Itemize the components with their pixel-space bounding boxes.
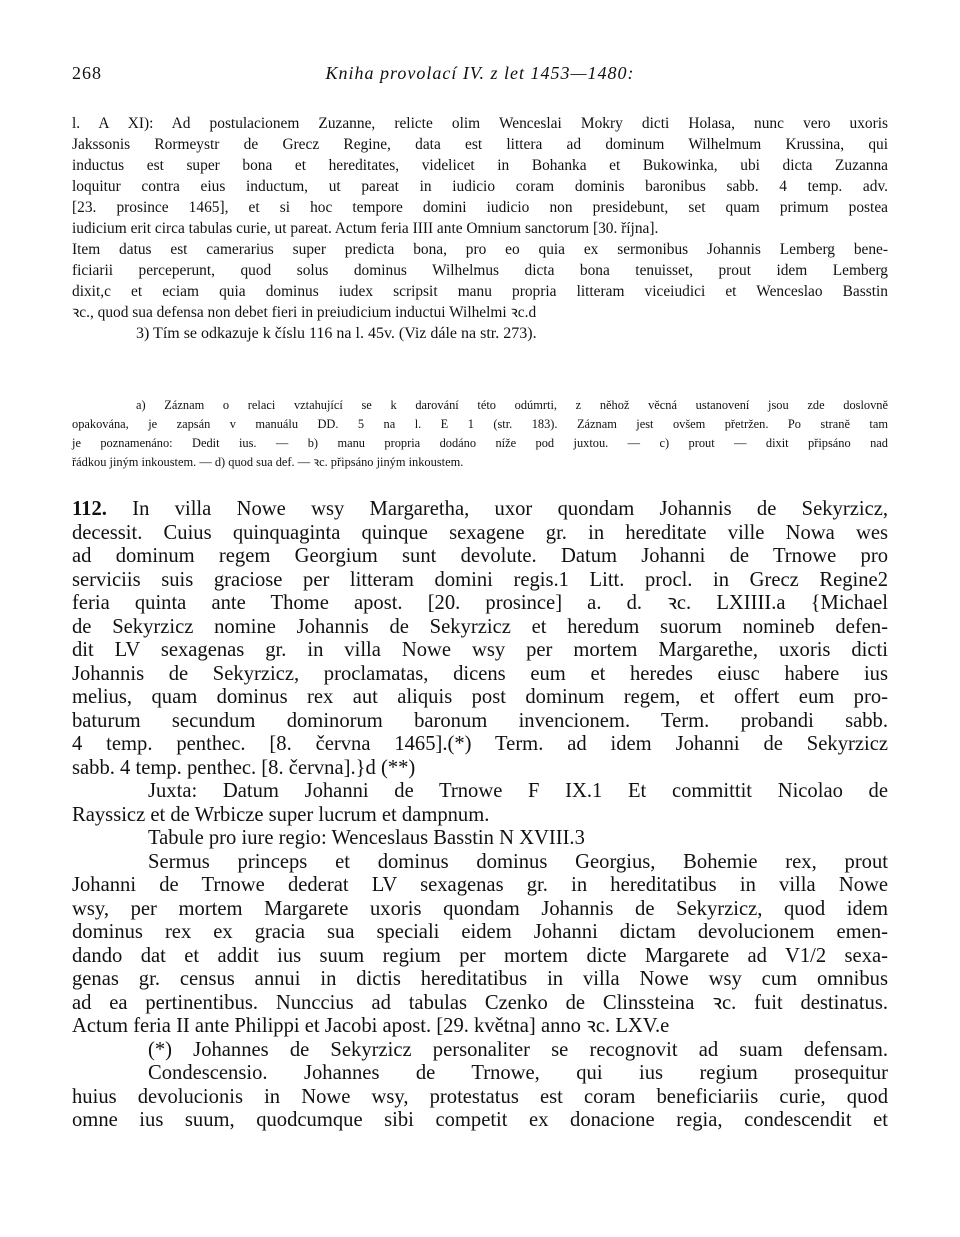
entry-line: decessit. Cuius quinquaginta quinque sexagene gr. in hereditate ville Nowa wes xyxy=(72,521,888,544)
text-line: iudicium erit circa tabulas curie, ut pareat. Actum feria IIII ante Omnium sanctorum [30. října]. xyxy=(72,220,659,237)
tabule-line: Tabule pro iure regio: Wenceslaus Basstin N XVIII.3 xyxy=(148,827,585,849)
text-line: ficiarii perceperunt, quod solus dominus Wilhelmus dicta bona tenuisset, prout idem Lemberg xyxy=(72,262,888,279)
entry-line: feria quinta ante Thome apost. [20. prosince] a. d. ꝛc. LXIIII.a {Michael xyxy=(72,592,888,614)
top-paragraph xyxy=(72,113,888,323)
text-line: [23. prosince 1465], et si hoc tempore domini iudicio non presidebunt, set quam primum postea xyxy=(72,199,888,216)
juxta-line: Juxta: Datum Johanni de Trnowe F IX.1 Et committit Nicolao de xyxy=(148,780,888,802)
entry-line: ad ea pertinentibus. Nunccius ad tabulas Czenko de Clinssteina ꝛc. fuit destinatus. xyxy=(72,991,888,1014)
running-title: Kniha provolací IV. z let 1453—1480: xyxy=(325,63,635,83)
entry-112 xyxy=(72,498,888,1133)
note-line: a) Záznam o relaci vztahující se k darování této odúmrti, z něhož věcná ustanovení jsou zde doslovně xyxy=(136,398,888,412)
entry-line: wsy, per mortem Margarete uxoris quondam Johannis de Sekyrzicz, quod idem xyxy=(72,897,888,920)
text-line: dixit,c et eciam quia dominus iudex scripsit manu propria litteram viceiudici et Wenceslao Basstin xyxy=(72,283,888,300)
text-line: Item datus est camerarius super predicta bona, pro eo quia ex sermonibus Johannis Lemberg bene- xyxy=(72,241,888,258)
entry-first-line xyxy=(72,498,888,522)
entry-line: dando dat et addit ius suum regium per mortem dicte Margarete ad V1/2 sexa- xyxy=(72,944,888,967)
entry-number: 112. xyxy=(72,498,107,520)
note-line: řádkou jiným inkoustem. — d) quod sua def. — ꝛc. připsáno jiným inkoustem. xyxy=(72,455,464,469)
note-line: je poznamenáno: Dedit ius. — b) manu propria dodáno níže pod juxtou. — c) prout — dixit připsáno nad xyxy=(72,436,888,450)
text-line: loquitur contra eius inductum, ut pareat in iudicio coram dominis baronibus sabb. 4 temp. adv. xyxy=(72,178,888,195)
entry-line: 4 temp. penthec. [8. června 1465].(*) Term. ad idem Johanni de Sekyrzicz xyxy=(72,733,888,755)
entry-line: Sermus princeps et dominus dominus Georgius, Bohemie rex, prout xyxy=(148,850,888,873)
text-line: Jakssonis Rormeystr de Grecz Regine, data est littera ad dominum Wilhelmum Krussina, qui xyxy=(72,136,888,153)
entry-line: huius devolucionis in Nowe wsy, protestatus est coram beneficiariis curie, quod xyxy=(72,1085,888,1108)
entry-line: serviciis suis graciose per litteram domini regis.1 Litt. procl. in Grecz Regine2 xyxy=(72,568,888,591)
entry-line: Johannis de Sekyrzicz, proclamatas, dicens eum et heredes eiusc habere ius xyxy=(72,662,888,685)
running-header xyxy=(72,63,888,87)
text-line: ꝛc., quod sua defensa non debet fieri in preiudicium inductui Wilhelmi ꝛc.d xyxy=(72,304,537,321)
entry-line: melius, quam dominus rex aut aliquis post dominum regem, et offert eum pro- xyxy=(72,686,888,708)
entry-line: Johanni de Trnowe dederat LV sexagenas gr. in hereditatibus in villa Nowe xyxy=(72,874,888,896)
entry-line: sabb. 4 temp. penthec. [8. června].}d (**) xyxy=(72,756,416,779)
entry-line: ad dominum regem Georgium sunt devolute. Datum Johanni de Trnowe pro xyxy=(72,545,888,567)
entry-line: de Sekyrzicz nomine Johannis de Sekyrzicz et heredum suorum nomineb defen- xyxy=(72,615,888,638)
page-number: 268 xyxy=(72,63,102,83)
entry-line: omne ius suum, quodcumque sibi competit ex donacione regia, condescendit et xyxy=(72,1109,888,1131)
footnote-3 xyxy=(72,323,888,345)
entry-line: dominus rex ex gracia sua speciali eidem Johanni dictam devolucionem emen- xyxy=(72,921,888,943)
editorial-notes xyxy=(72,396,888,472)
entry-line: baturum secundum dominorum baronum invencionem. Term. probandi sabb. xyxy=(72,709,888,732)
note-line: opakována, je zapsán v manuálu DD. 5 na l. E 1 (str. 183). Záznam jest ovšem přetržen. Po straně tam xyxy=(72,417,888,431)
entry-line: genas gr. census annui in dictis hereditatibus in villa Nowe wsy cum omnibus xyxy=(72,968,888,990)
footnote-star-line: (*) Johannes de Sekyrzicz personaliter se recognovit ad suam defensam. xyxy=(148,1038,888,1061)
text-line: inductus est super bona et hereditates, videlicet in Bohanka et Bukowinka, ubi dicta Zuzanna xyxy=(72,157,888,174)
entry-line: Actum feria II ante Philippi et Jacobi apost. [29. května] anno ꝛc. LXV.e xyxy=(72,1015,670,1037)
entry-text: In villa Nowe wsy Margaretha, uxor quondam Johannis de Sekyrzicz, xyxy=(132,498,888,520)
entry-line: dit LV sexagenas gr. in villa Nowe wsy per mortem Margarethe, uxoris dicti xyxy=(72,639,888,661)
text-line: l. A XI): Ad postulacionem Zuzanne, relicte olim Wenceslai Mokry dicti Holasa, nunc vero uxoris xyxy=(72,115,888,132)
footnote-text: 3) Tím se odkazuje k číslu 116 na l. 45v. (Viz dále na str. 273). xyxy=(136,325,537,342)
entry-line: Rayssicz et de Wrbicze super lucrum et dampnum. xyxy=(72,803,490,826)
condescensio-line: Condescensio. Johannes de Trnowe, qui ius regium prosequitur xyxy=(148,1062,888,1084)
